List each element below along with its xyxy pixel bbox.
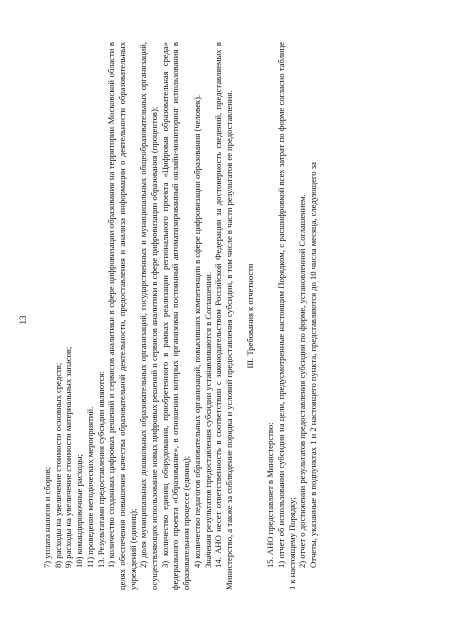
- list-item-10: 10) командировочные расходы;: [74, 454, 85, 568]
- result-3: 3) количество единиц оборудования, приобретенного в рамках реализации регионального проекта «Цифровая образовательная среда» федерального проекта «Образование», в отношении которых организован постоянный автоматизированный онлайн-мониторинг использования в образовательном процессе (единиц);: [159, 42, 192, 590]
- page-number: 13: [18, 315, 28, 325]
- reports-deadline: Отчеты, указанные в подпунктах 1 и 2 настоящего пункта, представляются до 10 числа месяца, следующего за: [308, 162, 319, 568]
- report-1: 1) отчет об использовании субсидии на цели, предусмотренные настоящим Порядком, с расшифровкой всех затрат по форме согласно таблице 1 к настоящему Порядку;: [276, 42, 297, 590]
- result-2: 2) доля муниципальных дошкольных образовательных организаций, государственных и муниципальных общеобразовательных организаций, осуществляющих использование новых цифровых решений и сервисов аналитики в сфере цифровизации образования (процентов);: [138, 42, 160, 590]
- result-1: 1) количество созданных цифровых решений и сервисов аналитики в сфере цифровизации образования на территории Московской области в целях обеспечения повышения качества образовательной деятельности, предоставления и анализа информации о деятельности образовательных учреждений (единиц);: [106, 42, 138, 590]
- list-item-8: 8) расходы на увеличение стоимости основных средств;: [52, 362, 63, 568]
- document-body: [42, 42, 319, 590]
- result-4: 4) количество педагогов образовательных организаций, повысивших компетенции в сфере цифровизации образования (человек).: [191, 94, 202, 568]
- section-heading: III. Требования к отчетности: [244, 263, 255, 369]
- results-values-note: Значения результатов предоставления субсидии устанавливаются в Соглашении.: [202, 271, 213, 568]
- list-item-7: 7) уплата налогов и сборов;: [42, 466, 52, 568]
- list-item-11: 11) проведение методических мероприятий.: [84, 406, 95, 568]
- paragraph-14: 14. АНО несет ответственность в соответствии с законодательством Российской Федерации за достоверность сведений, представляемых в Министерство, а также за соблюдение порядка и условий предоставления субсидии, в том числе в части результатов ее предоставления.: [213, 42, 234, 590]
- paragraph-15: 15. АНО представляет в Министерство:: [265, 422, 276, 568]
- list-item-9: 9) расходы на увеличение стоимости материальных запасов;: [63, 346, 74, 568]
- report-2: 2) отчет о достижении результатов предоставления субсидии по форме, установленной Соглашением.: [297, 194, 308, 568]
- paragraph-13: 13. Результатами предоставления субсидии являются:: [95, 371, 106, 568]
